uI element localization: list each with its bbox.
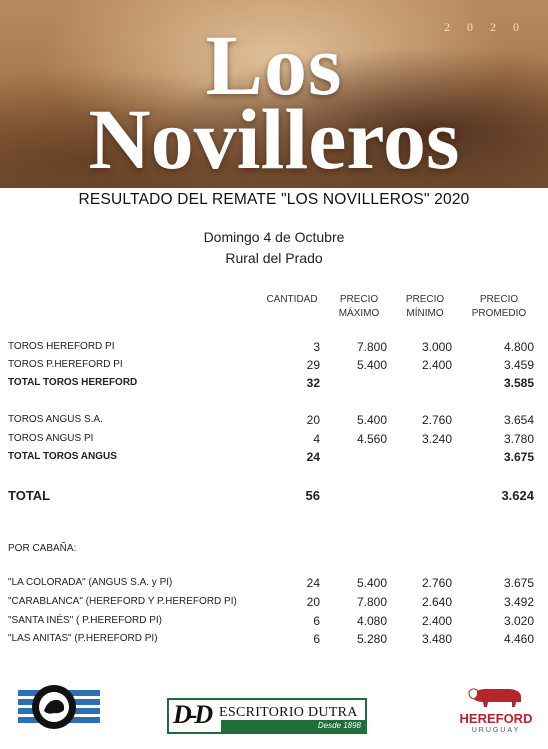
row-label: TOTAL TOROS ANGUS bbox=[8, 451, 117, 462]
subtotal-row bbox=[0, 451, 548, 467]
banner-title-line2: Novilleros bbox=[88, 91, 460, 187]
row-cantidad: 24 bbox=[306, 576, 320, 590]
row-cantidad: 20 bbox=[306, 595, 320, 609]
row-min: 2.760 bbox=[421, 413, 452, 427]
row-avg: 3.459 bbox=[503, 358, 534, 372]
row-label: TOTAL TOROS HEREFORD bbox=[8, 377, 138, 388]
table-row bbox=[0, 433, 548, 449]
row-min: 2.760 bbox=[421, 576, 452, 590]
grand-total-row bbox=[0, 490, 548, 506]
hereford-uruguay-logo bbox=[456, 684, 536, 740]
row-avg: 3.675 bbox=[503, 576, 534, 590]
table-row bbox=[0, 359, 548, 375]
hereford-country: URUGUAY bbox=[471, 727, 521, 734]
row-cantidad: 6 bbox=[313, 632, 320, 646]
row-max: 7.800 bbox=[356, 595, 387, 609]
row-cantidad: 24 bbox=[306, 450, 320, 464]
row-label: TOROS HEREFORD PI bbox=[8, 341, 115, 352]
col-precio-promedio bbox=[468, 293, 530, 321]
row-cantidad: 32 bbox=[306, 376, 320, 390]
row-avg: 4.800 bbox=[503, 340, 534, 354]
row-min: 3.000 bbox=[421, 340, 452, 354]
row-max: 4.080 bbox=[356, 614, 387, 628]
results-heading: RESULTADO DEL REMATE "LOS NOVILLEROS" 2020 bbox=[78, 191, 470, 208]
col-precio-minimo-line1: PRECIO bbox=[405, 294, 445, 305]
row-cantidad: 4 bbox=[313, 432, 320, 446]
bull-icon bbox=[466, 684, 526, 710]
grand-total-label: TOTAL bbox=[8, 488, 51, 503]
row-min: 2.640 bbox=[421, 595, 452, 609]
row-max: 5.400 bbox=[356, 358, 387, 372]
col-precio-maximo-line1: PRECIO bbox=[339, 294, 379, 305]
banner-year: 2 0 2 0 bbox=[444, 20, 526, 34]
row-max: 5.400 bbox=[356, 413, 387, 427]
col-precio-promedio-line1: PRECIO bbox=[479, 294, 519, 305]
row-avg: 3.780 bbox=[503, 432, 534, 446]
row-label: "CARABLANCA" (HEREFORD Y P.HEREFORD PI) bbox=[8, 596, 237, 607]
row-cantidad: 29 bbox=[306, 358, 320, 372]
col-precio-minimo-line2: MÍNIMO bbox=[406, 308, 444, 319]
event-place: Rural del Prado bbox=[225, 250, 323, 266]
row-avg: 3.585 bbox=[503, 376, 534, 390]
row-min: 2.400 bbox=[421, 614, 452, 628]
cabana-row bbox=[0, 596, 548, 612]
row-cantidad: 20 bbox=[306, 413, 320, 427]
grand-total-avg: 3.624 bbox=[501, 488, 534, 503]
row-label: TOROS ANGUS S.A. bbox=[8, 414, 103, 425]
row-label: "SANTA INÉS" ( P.HEREFORD PI) bbox=[8, 615, 162, 626]
row-avg: 3.654 bbox=[503, 413, 534, 427]
cabana-row bbox=[0, 577, 548, 593]
dutra-name: ESCRITORIO DUTRA bbox=[219, 705, 358, 720]
row-min: 2.400 bbox=[421, 358, 452, 372]
header-banner bbox=[0, 0, 548, 188]
cabana-row bbox=[0, 615, 548, 631]
dutra-mark: D-D bbox=[173, 700, 211, 729]
row-avg: 3.492 bbox=[503, 595, 534, 609]
row-min: 3.480 bbox=[421, 632, 452, 646]
row-max: 4.560 bbox=[356, 432, 387, 446]
col-precio-promedio-line2: PROMEDIO bbox=[471, 308, 527, 319]
table-row bbox=[0, 341, 548, 357]
row-avg: 3.020 bbox=[503, 614, 534, 628]
dutra-since: Desde 1898 bbox=[221, 720, 367, 732]
row-label: TOROS P.HEREFORD PI bbox=[8, 359, 123, 370]
row-label: "LAS ANITAS" (P.HEREFORD PI) bbox=[8, 633, 158, 644]
row-label: TOROS ANGUS PI bbox=[8, 433, 94, 444]
row-label: "LA COLORADA" (ANGUS S.A. y PI) bbox=[8, 577, 173, 588]
col-cantidad bbox=[262, 293, 322, 307]
table-row bbox=[0, 414, 548, 430]
col-precio-maximo bbox=[330, 293, 388, 321]
grand-total-cantidad: 56 bbox=[305, 488, 320, 503]
por-cabana-label: POR CABAÑA: bbox=[8, 543, 77, 554]
cabana-row bbox=[0, 633, 548, 649]
col-precio-maximo-line2: MÁXIMO bbox=[338, 308, 380, 319]
escritorio-dutra-logo bbox=[167, 698, 367, 738]
row-cantidad: 3 bbox=[313, 340, 320, 354]
row-max: 5.280 bbox=[356, 632, 387, 646]
row-avg: 3.675 bbox=[503, 450, 534, 464]
row-avg: 4.460 bbox=[503, 632, 534, 646]
event-date: Domingo 4 de Octubre bbox=[203, 229, 345, 245]
row-min: 3.240 bbox=[421, 432, 452, 446]
col-precio-minimo bbox=[396, 293, 454, 321]
breeders-society-logo bbox=[18, 684, 100, 730]
row-cantidad: 6 bbox=[313, 614, 320, 628]
sponsor-logos bbox=[0, 680, 548, 740]
por-cabana-heading bbox=[0, 543, 548, 559]
row-max: 5.400 bbox=[356, 576, 387, 590]
banner-title-line1: Los bbox=[205, 17, 343, 113]
row-max: 7.800 bbox=[356, 340, 387, 354]
subtotal-row bbox=[0, 377, 548, 393]
hereford-name: HEREFORD bbox=[459, 711, 533, 726]
col-cantidad-label: CANTIDAD bbox=[266, 294, 318, 305]
